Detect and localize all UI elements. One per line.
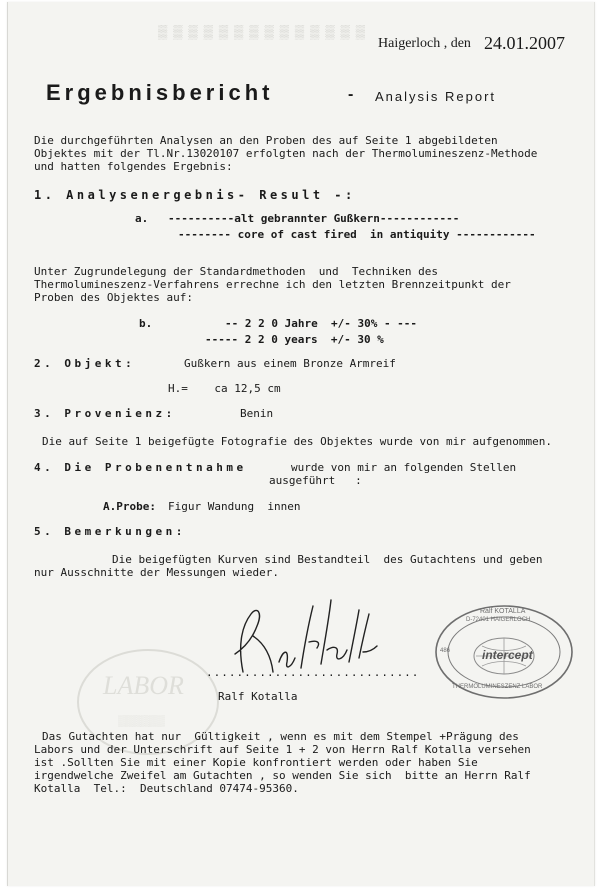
dating-item-label: b. bbox=[139, 317, 153, 330]
dating-german: -- 2 2 0 Jahre +/- 30% - --- bbox=[225, 317, 418, 330]
report-date: 24.01.2007 bbox=[484, 33, 565, 53]
svg-text:LABOR: LABOR bbox=[103, 671, 184, 700]
intro-line: und hatten folgendes Ergebnis: bbox=[34, 160, 233, 173]
object-height: H.= ca 12,5 cm bbox=[168, 382, 281, 395]
title-dash: - bbox=[348, 86, 354, 103]
result-item-label: a. bbox=[135, 212, 149, 225]
place-date-label: Haigerloch , den bbox=[378, 36, 471, 51]
provenance-value: Benin bbox=[240, 407, 274, 420]
section-3-heading: 3. Provenienz: bbox=[34, 407, 176, 420]
signature-line: ............................ bbox=[206, 666, 420, 679]
remarks-text: Die beigefügten Kurven sind Bestandteil des Gutachtens und geben bbox=[112, 553, 543, 566]
section-5-heading: 5. Bemerkungen: bbox=[34, 525, 186, 538]
remarks-text: nur Ausschnitte der Messungen wieder. bbox=[34, 566, 280, 579]
validity-notice-line: irgendwelche Zweifel am Gutachten , so wenden Sie sich bitte an Herrn Ralf bbox=[34, 769, 531, 782]
photo-note: Die auf Seite 1 beigefügte Fotografie des Objektes wurde von mir aufgenommen. bbox=[42, 435, 552, 448]
method-line: Unter Zugrundelegung der Standardmethoden und Techniken des bbox=[34, 265, 438, 278]
section-4-heading: 4. Die Probenentnahme bbox=[34, 461, 247, 474]
validity-notice-line: Das Gutachten hat nur Gültigkeit , wenn es mit dem Stempel +Prägung des bbox=[42, 730, 519, 743]
signatory-name: Ralf Kotalla bbox=[218, 690, 298, 703]
probe-label: A.Probe: bbox=[103, 500, 156, 513]
report-page bbox=[7, 2, 595, 886]
intro-line: Die durchgeführten Analysen an den Proben des auf Seite 1 abgebildeten bbox=[34, 134, 498, 147]
svg-text:▒▒▒▒▒▒: ▒▒▒▒▒▒ bbox=[118, 715, 165, 727]
dating-english: ----- 2 2 0 years +/- 30 % bbox=[205, 333, 384, 346]
sampling-text: ausgeführt : bbox=[269, 474, 362, 487]
method-line: Thermolumineszenz-Verfahrens errechne ich den letzten Brennzeitpunkt der bbox=[34, 278, 511, 291]
embossed-letterhead: ▒▒▒▒▒▒▒▒▒▒▒▒▒▒ bbox=[158, 24, 371, 39]
validity-notice-line: Kotalla Tel.: Deutschland 07474-95360. bbox=[34, 782, 299, 795]
result-german: ----------alt gebrannter Gußkern------------ bbox=[168, 212, 460, 225]
result-english: -------- core of cast fired in antiquity ------------ bbox=[178, 228, 536, 241]
page-subtitle: Analysis Report bbox=[375, 89, 497, 104]
stamp-address: D-72401 HAIGERLOCH bbox=[466, 617, 531, 623]
laboratory-stamp bbox=[432, 602, 576, 702]
intro-line: Objektes mit der Tl.Nr.13020107 erfolgten nach der Thermolumineszenz-Methode bbox=[34, 147, 538, 160]
validity-notice-line: ist .Sollten Sie mit einer Kopie konfrontiert werden oder haben Sie bbox=[34, 756, 478, 769]
object-description: Gußkern aus einem Bronze Armreif bbox=[184, 357, 396, 370]
probe-value: Figur Wandung innen bbox=[168, 500, 301, 513]
validity-notice-line: Labors und der Unterschrift auf Seite 1 + 2 von Herrn Ralf Kotalla versehen bbox=[34, 743, 531, 756]
stamp-name: Ralf KOTALLA bbox=[480, 608, 526, 615]
method-line: Proben des Objektes auf: bbox=[34, 291, 193, 304]
section-1-heading: 1. Analysenergebnis- Result -: bbox=[34, 188, 356, 202]
stamp-logo: intercept bbox=[482, 648, 533, 662]
sampling-text: wurde von mir an folgenden Stellen bbox=[291, 461, 517, 474]
stamp-side-number: 486 bbox=[440, 648, 451, 654]
stamp-lab-name: THERMOLUMINESZENZ LABOR bbox=[452, 684, 543, 690]
page-title: Ergebnisbericht bbox=[46, 80, 274, 105]
section-2-heading: 2. Objekt: bbox=[34, 357, 136, 370]
